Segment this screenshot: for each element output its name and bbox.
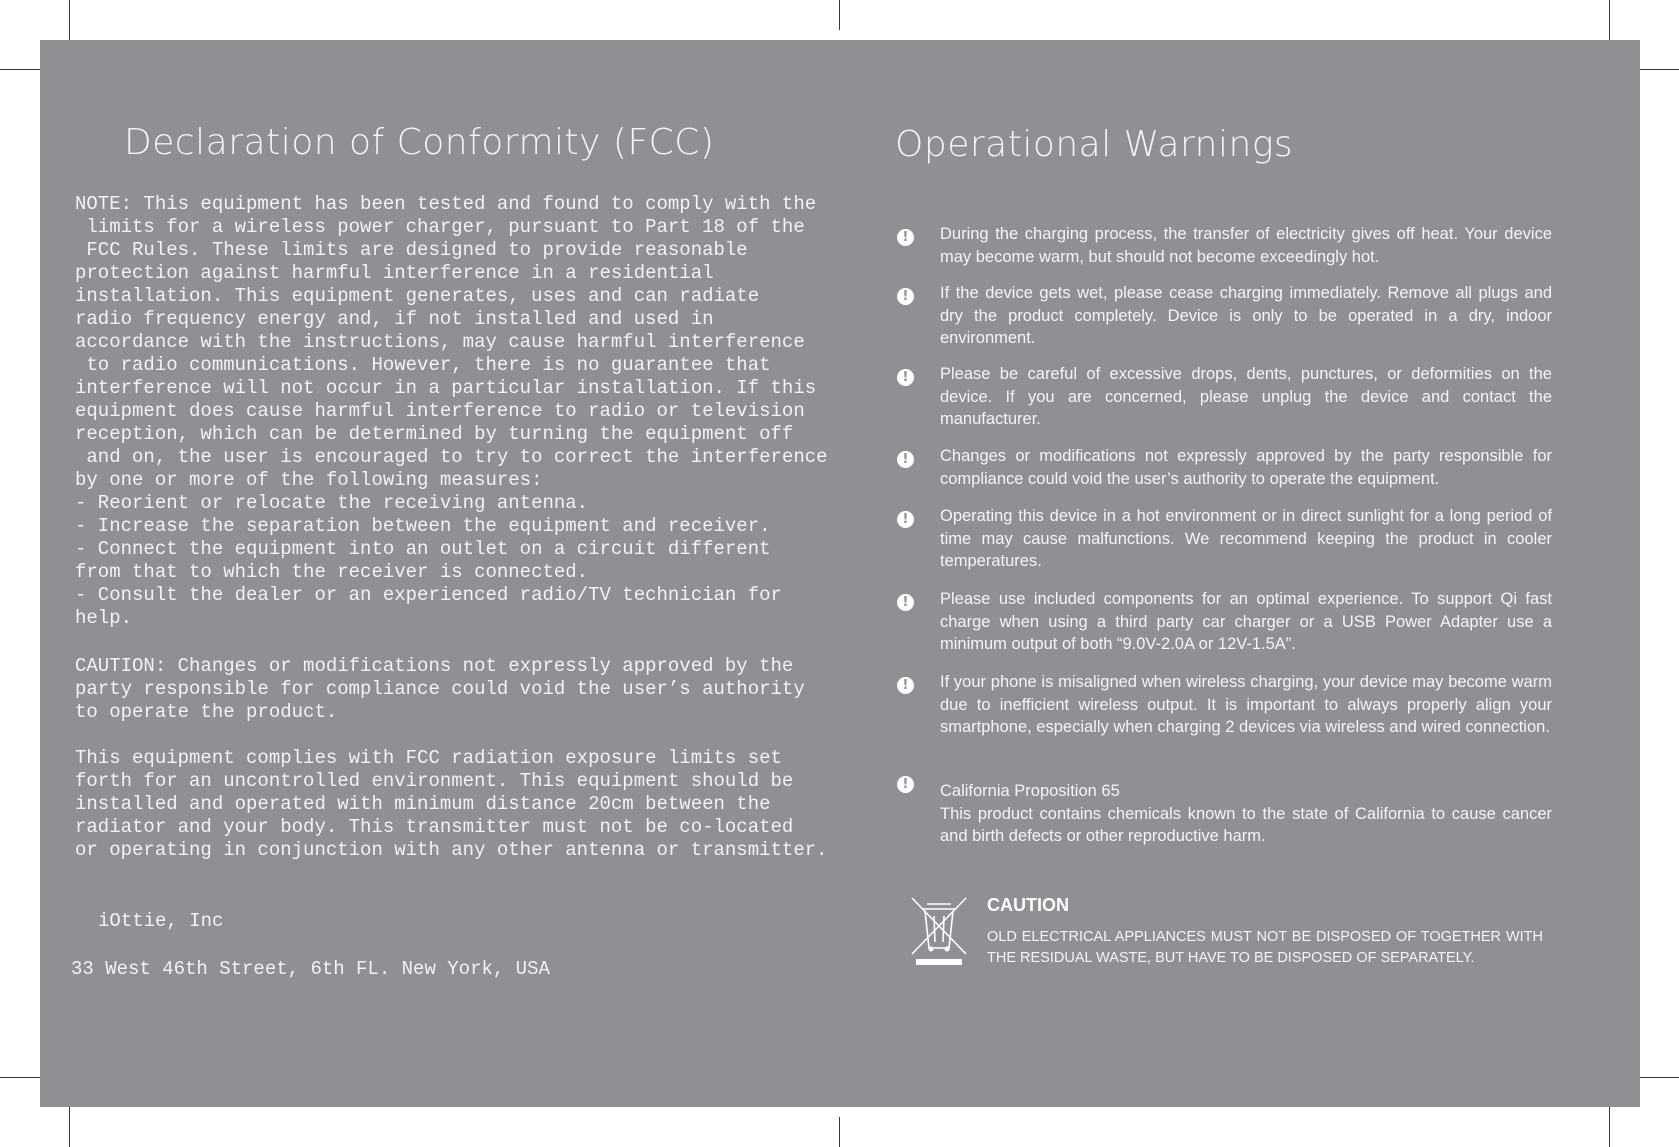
company-address: 33 West 46th Street, 6th FL. New York, USA	[71, 958, 550, 980]
warning-text: During the charging process, the transfer of electricity gives off heat. Your device may become warm, but should not become exceedingly hot.	[940, 225, 1552, 266]
fcc-caution: CAUTION: Changes or modifications not expressly approved by the party responsible for compliance could void the user’s authority to operate the product.	[75, 655, 805, 723]
prop65-title: California Proposition 65	[940, 782, 1120, 800]
exclamation-icon: !	[897, 776, 914, 793]
exclamation-icon: !	[897, 369, 914, 386]
warning-text: If the device gets wet, please cease charging immediately. Remove all plugs and dry the product completely. Device is only to be operated in a dry, indoor environment.	[940, 284, 1552, 347]
fcc-note: NOTE: This equipment has been tested and found to comply with the limits for a wireless power charger, pursuant to Part 18 of the FCC Rules. These limits are designed to provide reasonable protection against harmful interference in a residential installation. This equipment generates, uses and can radiate radio frequency energy and, if not installed and used in accordance with the instructions, may cause harmful interference to radio communications. However, there is no guarantee that interference will not occur in a particular installation. If this equipment does cause harmful interference to radio or television reception, which can be determined by turning the equipment off and on, the user is encouraged to try to correct the interference by one or more of the following measures: - Reorient or relocate the receiving antenna. - Increase the separation between the equipment and receiver. - Connect the equipment into an outlet on a circuit different from that to which the receiver is connected. - Consult the dealer or an experienced radio/TV technician for help.	[75, 193, 828, 629]
crossed-bin-icon	[910, 896, 968, 966]
disposal-heading: CAUTION	[987, 895, 1069, 915]
fcc-title: Declaration of Conformity (FCC)	[124, 122, 715, 163]
exclamation-icon: !	[897, 677, 914, 694]
warning-text: Please use included components for an optimal experience. To support Qi fast charge when using a third party car charger or a USB Power Adapter use a minimum output of both “9.0V-2.0A or 12V-1.5A”.	[940, 590, 1552, 653]
crop-mark	[69, 1101, 70, 1147]
disposal-text: OLD ELECTRICAL APPLIANCES MUST NOT BE DISPOSED OF TOGETHER WITH THE RESIDUAL WASTE, BUT HAVE TO BE DISPOSED OF SEPARATELY.	[987, 929, 1543, 966]
fcc-exposure: This equipment complies with FCC radiation exposure limits set forth for an uncontrolled environment. This equipment should be installed and operated with minimum distance 20cm between the radiator and your body. This transmitter must not be co-located or operating in conjunction with any other antenna or transmitter.	[75, 747, 828, 861]
warning-text: Changes or modifications not expressly approved by the party responsible for compliance could void the user’s authority to operate the equipment.	[940, 447, 1552, 488]
warning-text: If your phone is misaligned when wireless charging, your device may become warm due to inefficient wireless output. It is important to always properly align your smartphone, especially when charging 2 devices via wireless and wired connection.	[940, 673, 1552, 736]
crop-mark	[1609, 1101, 1610, 1147]
exclamation-icon: !	[897, 511, 914, 528]
warning-text: Operating this device in a hot environment or in direct sunlight for a long period of time may cause malfunctions. We recommend keeping the product in cooler temperatures.	[940, 507, 1552, 570]
exclamation-icon: !	[897, 451, 914, 468]
prop65-text: This product contains chemicals known to the state of California to cause cancer and birth defects or other reproductive harm.	[940, 804, 1552, 845]
prop65-block	[940, 780, 1552, 848]
exclamation-icon: !	[897, 229, 914, 246]
warnings-title: Operational Warnings	[895, 124, 1294, 165]
company-name: iOttie, Inc	[98, 910, 224, 932]
crop-mark	[839, 0, 840, 30]
crop-mark	[839, 1117, 840, 1147]
warning-text: Please be careful of excessive drops, dents, punctures, or deformities on the device. If you are concerned, please unplug the device and contact the manufacturer.	[940, 365, 1552, 428]
exclamation-icon: !	[897, 288, 914, 305]
exclamation-icon: !	[897, 594, 914, 611]
